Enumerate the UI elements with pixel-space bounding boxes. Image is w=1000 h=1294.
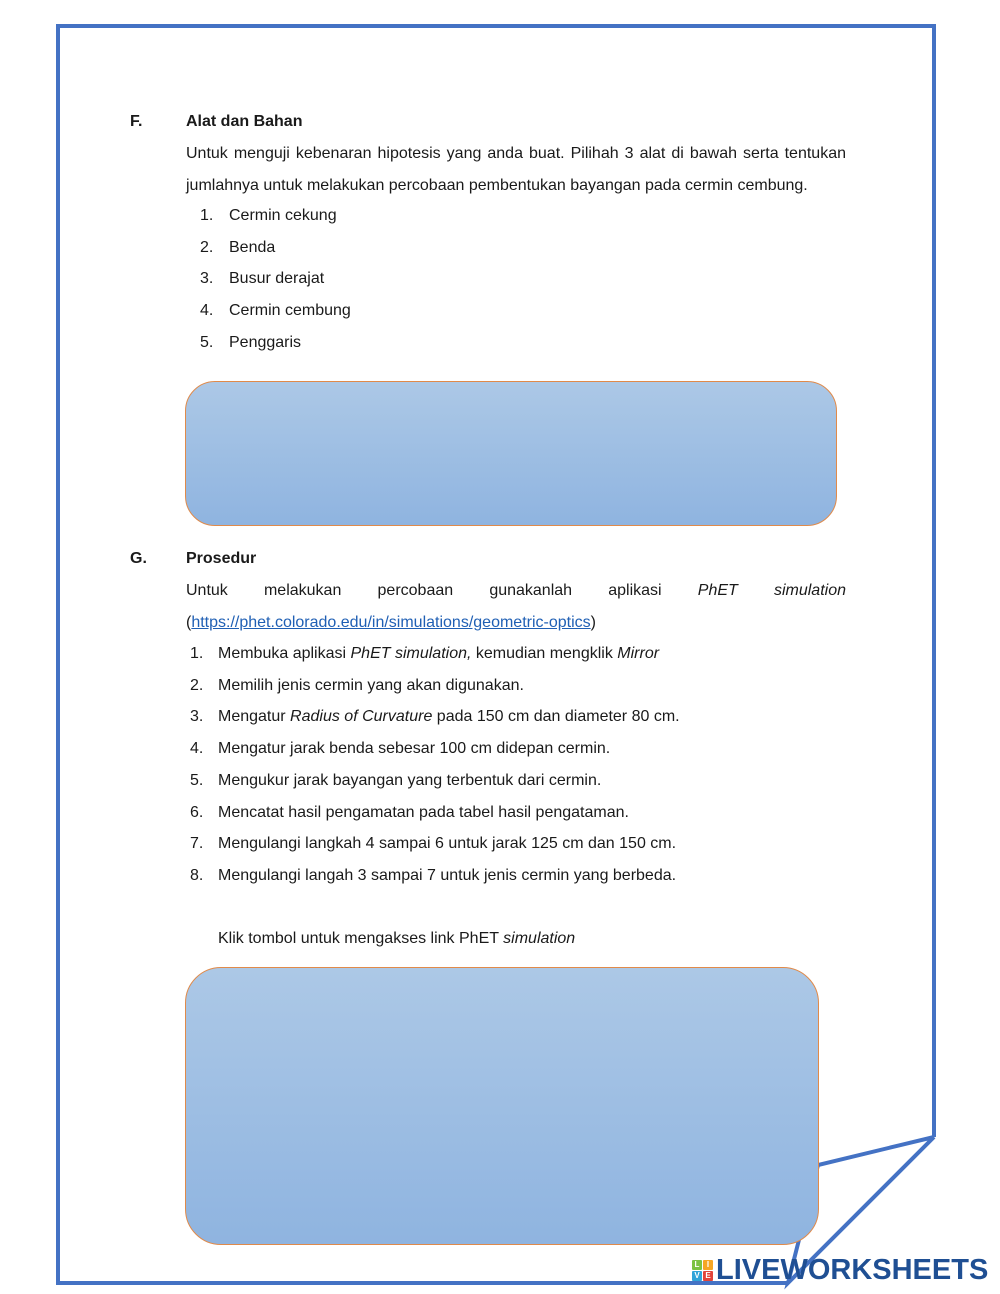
step-number: 7.: [190, 835, 204, 853]
step-text-italic: Radius of Curvature: [290, 708, 433, 726]
link-close-paren: ): [590, 613, 596, 631]
step-text-part: Memilih jenis cermin yang akan digunakan.: [218, 676, 524, 694]
phet-link[interactable]: https://phet.colorado.edu/in/simulations/geometric-optics: [191, 613, 591, 631]
step-text: [218, 772, 601, 790]
logo-letter-e: E: [703, 1271, 713, 1281]
phet-link-button[interactable]: [185, 967, 819, 1245]
list-number: 5.: [200, 333, 214, 351]
list-number: 4.: [200, 302, 214, 320]
intro-word: percobaan: [377, 582, 454, 599]
step-text-part: Mengulangi langah 3 sampai 7 untuk jenis cermin yang berbeda.: [218, 866, 677, 884]
intro-word: simulation: [773, 582, 846, 599]
logo-letter-l: L: [692, 1260, 702, 1270]
logo-mark-icon: [692, 1260, 713, 1281]
list-number: 3.: [200, 270, 214, 288]
step-text-part: Mengukur jarak bayangan yang terbentuk dari cermin.: [218, 771, 602, 789]
step-number: 6.: [190, 803, 204, 821]
list-number: 1.: [200, 207, 214, 224]
phet-button-note: [218, 930, 575, 948]
section-g-intro: [186, 575, 846, 638]
step-text: [218, 804, 629, 822]
intro-word: Untuk: [186, 582, 228, 599]
section-f-intro-line-1: Untuk menguji kebenaran hipotesis yang anda buat. Pilihah 3 alat di bawah serta tentukan: [186, 145, 846, 162]
logo-wordmark: LIVEWORKSHEETS: [716, 1253, 989, 1286]
list-label: Benda: [229, 238, 276, 256]
section-f-intro-line-2: jumlahnya untuk melakukan percobaan pembentukan bayangan pada cermin cembung.: [186, 176, 808, 194]
intro-word: melakukan: [263, 582, 342, 599]
section-g-intro-line-1: [186, 575, 846, 607]
step-text-part: Mencatat hasil pengamatan pada tabel hasil pengataman.: [218, 803, 629, 821]
step-number: 1.: [190, 645, 204, 662]
step-text-italic: Mirror: [617, 645, 660, 662]
logo-letter-i: I: [703, 1260, 713, 1270]
step-text: [218, 677, 524, 695]
step-text: [218, 645, 659, 663]
intro-word: gunakanlah: [489, 582, 573, 599]
step-text-italic: PhET simulation,: [350, 645, 472, 662]
section-f-letter: F.: [130, 113, 143, 130]
step-text-part: kemudian mengklik: [471, 645, 618, 662]
step-number: 5.: [190, 771, 204, 789]
section-g-intro-line-2: [186, 607, 846, 639]
section-f-title: Alat dan Bahan: [186, 113, 303, 130]
note-text: Klik tombol untuk mengakses link PhET: [218, 930, 504, 947]
step-text-part: Mengulangi langkah 4 sampai 6 untuk jarak 125 cm dan 150 cm.: [218, 835, 677, 853]
step-text: [218, 740, 610, 758]
liveworksheets-logo: [692, 1255, 988, 1285]
step-text: [218, 867, 676, 885]
intro-word: PhET: [697, 582, 738, 599]
step-text-part: Mengatur: [218, 708, 291, 726]
section-g-letter: G.: [130, 550, 147, 567]
step-text-part: Mengatur jarak benda sebesar 100 cm didepan cermin.: [218, 740, 611, 758]
note-italic: simulation: [503, 930, 576, 947]
logo-letter-v: V: [692, 1271, 702, 1281]
step-text-part: Membuka aplikasi: [218, 645, 351, 662]
list-label: Penggaris: [229, 333, 302, 351]
step-number: 4.: [190, 740, 204, 758]
list-label: Cermin cembung: [229, 302, 351, 320]
step-text-part: pada 150 cm dan diameter 80 cm.: [432, 708, 680, 726]
list-number: 2.: [200, 238, 214, 256]
step-number: 8.: [190, 866, 204, 884]
step-text: [218, 835, 676, 853]
intro-word: aplikasi: [608, 582, 662, 599]
list-label: Busur derajat: [229, 270, 325, 288]
step-text: [218, 708, 680, 726]
section-g-title: Prosedur: [186, 550, 257, 567]
section-f-intro: [186, 138, 846, 201]
list-label: Cermin cekung: [229, 207, 337, 224]
step-number: 3.: [190, 708, 204, 726]
step-number: 2.: [190, 676, 204, 694]
answer-box-tools[interactable]: [185, 381, 837, 526]
link-open-paren: (: [186, 613, 192, 631]
